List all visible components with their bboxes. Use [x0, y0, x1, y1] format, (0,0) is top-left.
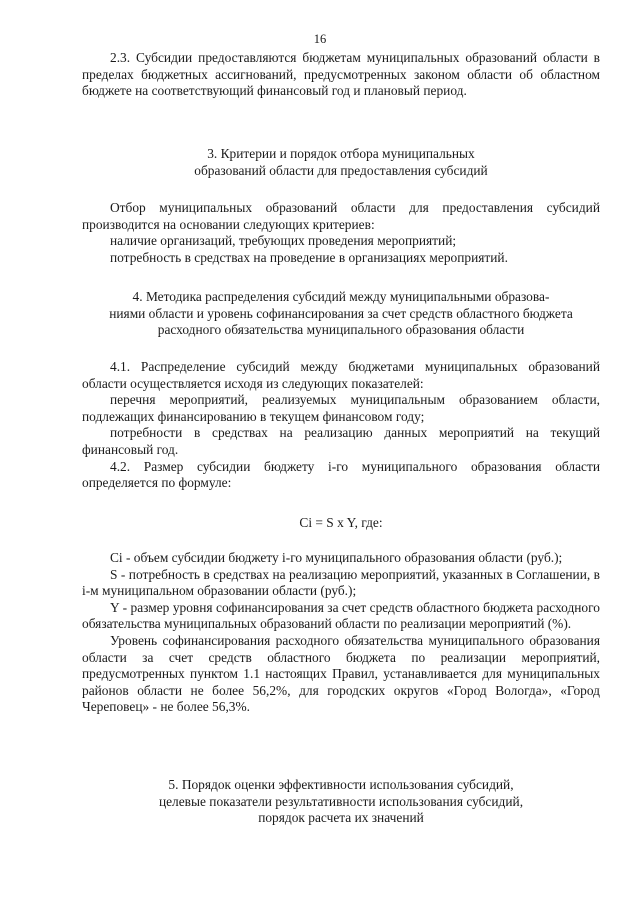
clause-4-1-indicator: перечня мероприятий, реализуемых муниципальным образованием области, подлежащих финансированию в текущем финансовом году; — [82, 392, 600, 424]
section-3-body — [82, 200, 600, 266]
formula-block — [82, 515, 600, 532]
section-5-heading-line-1: 5. Порядок оценки эффективности использования субсидий, — [168, 777, 514, 792]
section-3-criterion: потребность в средствах на проведение в организациях мероприятий. — [110, 249, 508, 265]
definition-ci: Ci - объем субсидии бюджету i-го муниципального образования области (руб.); — [110, 550, 563, 565]
cofinancing-level: Уровень софинансирования расходного обязательства муниципального образования области за счет средств областного бюджета по реализации мероприятий, предусмотренных пунктом 1.1 настоящих Правил, устанавливается для муниципальных районов области не более 56,2%, для городских округов «Город Вологда», «Город Череповец» - не более 56,3%. — [82, 632, 600, 715]
definition-s: S - потребность в средствах на реализацию мероприятий, указанных в Соглашении, в i-м муниципальном образовании области (руб.); — [82, 566, 600, 599]
clause-4-2: 4.2. Размер субсидии бюджету i-го муниципального образования области определяется по формуле: — [82, 458, 600, 491]
section-4-body — [82, 359, 600, 492]
section-3-heading-line-1: 3. Критерии и порядок отбора муниципальных — [207, 146, 475, 161]
section-3-paragraph: Отбор муниципальных образований области для предоставления субсидий производится на основании следующих критериев: — [82, 200, 600, 232]
section-3-criterion: наличие организаций, требующих проведения мероприятий; — [110, 233, 457, 249]
clause-4-1: 4.1. Распределение субсидий между бюджетами муниципальных образований области осуществляется исходя из следующих показателей: — [82, 359, 600, 391]
clause-2-3-text: 2.3. Субсидии предоставляются бюджетам муниципальных образований области в пределах бюджетных ассигнований, предусмотренных законом области об областном бюджете на соответствующий финансовый год и плановый период. — [82, 50, 600, 99]
formula-definitions — [82, 550, 600, 716]
section-4-heading-line-3: расходного обязательства муниципального образования области — [157, 322, 525, 338]
section-5-heading-line-2: целевые показатели результативности использования субсидий, — [158, 793, 524, 809]
section-4-heading-line-2: ниями области и уровень софинансирования за счет средств областного бюджета — [109, 305, 573, 321]
section-3-heading-line-2: образований области для предоставления субсидий — [194, 162, 488, 178]
clause-2-3 — [82, 50, 600, 100]
definition-y: Y - размер уровня софинансирования за счет средств областного бюджета расходного обязательства муниципальных образований области по реализации мероприятий (%). — [82, 599, 600, 632]
section-5-heading-line-3: порядок расчета их значений — [258, 810, 424, 826]
section-5-heading — [82, 777, 600, 827]
formula: Ci = S x Y, где: — [299, 515, 383, 530]
section-3-heading — [82, 146, 600, 179]
page-number: 16 — [313, 32, 327, 46]
section-4-heading-line-1: 4. Методика распределения субсидий между муниципальными образова- — [132, 289, 550, 304]
clause-4-1-indicator: потребности в средствах на реализацию данных мероприятий на текущий финансовый год. — [82, 425, 600, 457]
section-4-heading — [82, 289, 600, 339]
